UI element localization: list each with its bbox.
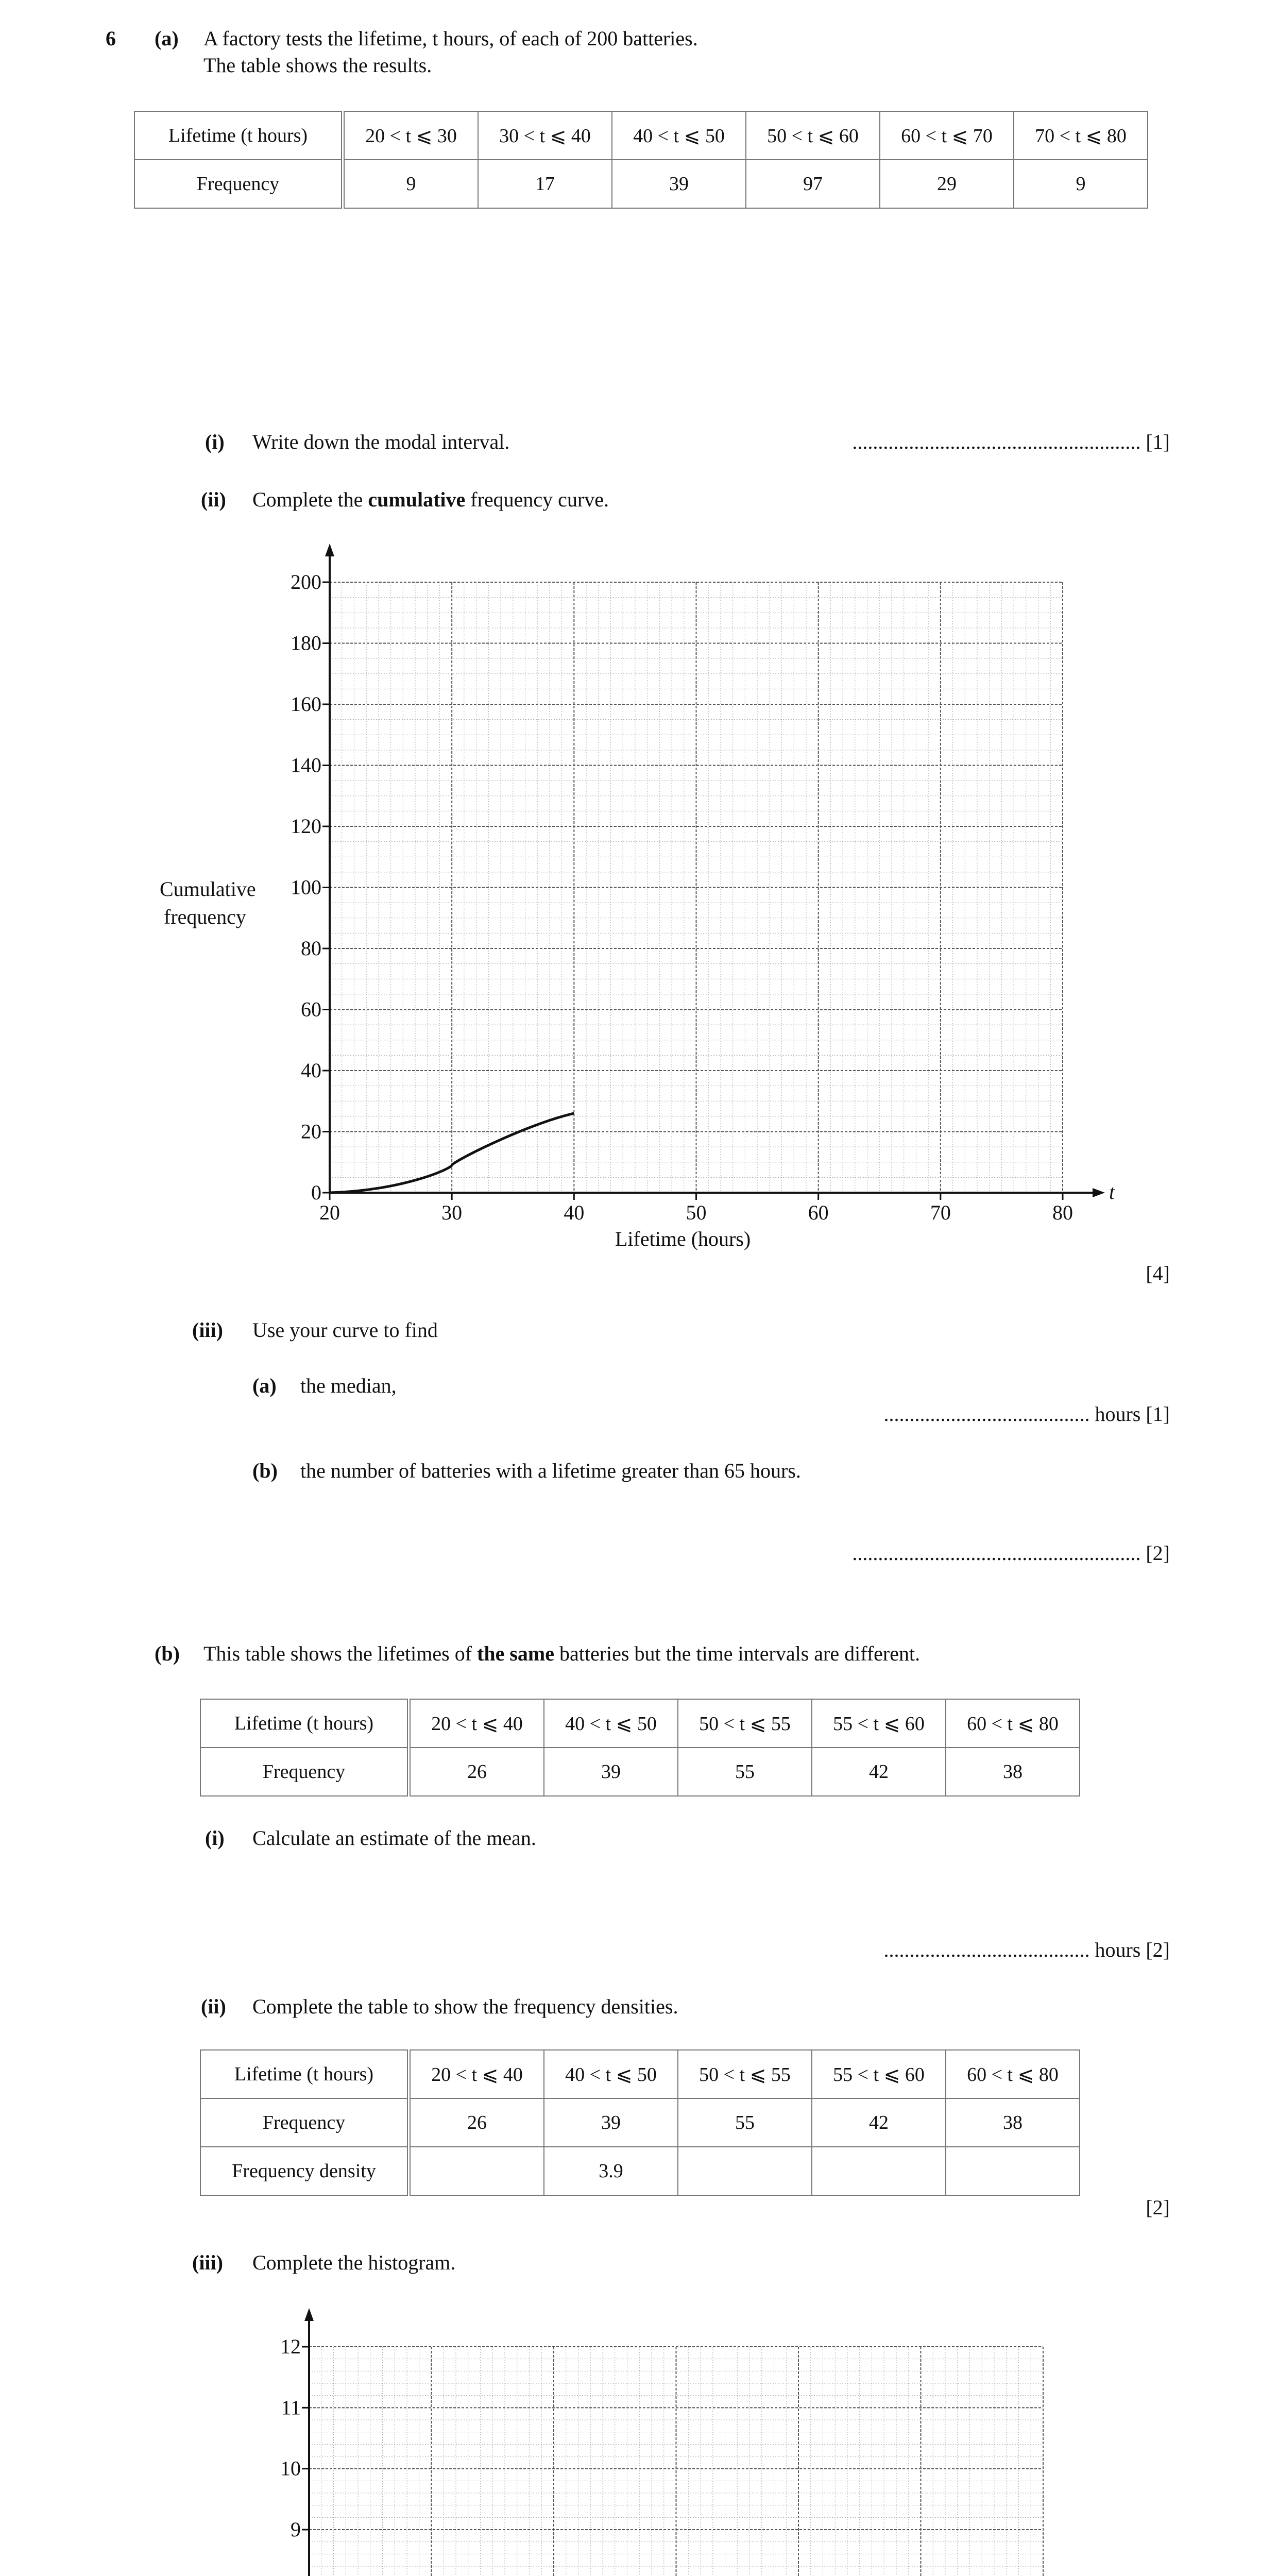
cumulative-frequency-curve xyxy=(330,1113,574,1193)
table-cell: 38 xyxy=(946,1748,1080,1796)
table-row xyxy=(200,2050,1080,2098)
x-tick-label: 80 xyxy=(1052,1201,1073,1224)
part-b-text: This table shows the lifetimes of the same batteries but the time intervals are different. xyxy=(203,1642,921,1665)
x-tick-label: 70 xyxy=(930,1201,951,1224)
table-cell: 55 < t ⩽ 60 xyxy=(812,1699,946,1748)
table-row xyxy=(200,1699,1080,1748)
table-row xyxy=(134,111,1148,160)
table-header-cell: Lifetime (t hours) xyxy=(200,2050,409,2098)
table-a xyxy=(134,111,1148,209)
table-cell: 17 xyxy=(478,160,612,208)
x-axis-arrow xyxy=(1093,1188,1105,1197)
y-tick-label: 160 xyxy=(291,692,321,716)
density-input-cell[interactable] xyxy=(812,2147,946,2195)
table-cell: 26 xyxy=(409,1748,544,1796)
x-tick-label: 60 xyxy=(808,1201,829,1224)
part-b-ii-label: (ii) xyxy=(201,1995,226,2018)
table-cell: 38 xyxy=(946,2098,1080,2147)
median-answer-line[interactable]: ........................................ hours [1] xyxy=(883,1402,1170,1426)
y-tick-label: 120 xyxy=(291,815,321,838)
table-cell: 20 < t ⩽ 40 xyxy=(409,1699,544,1748)
question-number: 6 xyxy=(106,27,116,50)
table-cell: 40 < t ⩽ 50 xyxy=(612,111,746,160)
part-a-iii-b-label: (b) xyxy=(252,1459,278,1482)
table-header-cell: Frequency xyxy=(200,1748,409,1796)
y-axis-arrow xyxy=(325,544,334,556)
table-c xyxy=(200,2049,1080,2196)
table-cell: 70 < t ⩽ 80 xyxy=(1014,111,1148,160)
y-tick-label: 12 xyxy=(280,2335,301,2358)
table-cell: 39 xyxy=(544,2098,678,2147)
modal-interval-answer-line[interactable]: ........................................................ [1] xyxy=(852,430,1170,453)
table-b xyxy=(200,1699,1080,1797)
y-tick-label: 100 xyxy=(291,875,321,899)
table-cell: 50 < t ⩽ 60 xyxy=(746,111,880,160)
y-axis-arrow xyxy=(304,2308,314,2321)
table-cell: 9 xyxy=(343,160,479,208)
density-input-cell[interactable] xyxy=(678,2147,812,2195)
table-row xyxy=(200,2098,1080,2147)
table-header-cell: Lifetime (t hours) xyxy=(134,111,343,160)
part-a-i-text: Write down the modal interval. xyxy=(252,430,510,453)
table-cell: 60 < t ⩽ 80 xyxy=(946,2050,1080,2098)
density-input-cell[interactable] xyxy=(946,2147,1080,2195)
part-a-iii-text: Use your curve to find xyxy=(252,1318,438,1342)
grid xyxy=(309,2347,1043,2576)
table-cell: 29 xyxy=(880,160,1014,208)
table-cell: 50 < t ⩽ 55 xyxy=(678,1699,812,1748)
part-b-i-text: Calculate an estimate of the mean. xyxy=(252,1826,536,1850)
cf-y-axis-label-line1: Cumulative xyxy=(160,877,256,901)
x-tick-label: 20 xyxy=(319,1201,340,1224)
part-a-ii-label: (ii) xyxy=(201,488,226,511)
part-a-ii-text: Complete the cumulative frequency curve. xyxy=(252,488,609,511)
intro-line-1: A factory tests the lifetime, t hours, of each of 200 batteries. xyxy=(203,27,698,50)
table-header-cell: Frequency xyxy=(134,160,343,208)
intro-line-2: The table shows the results. xyxy=(203,54,432,77)
x-tick-label: 30 xyxy=(441,1201,463,1224)
table-cell: 42 xyxy=(812,2098,946,2147)
table-cell: 55 xyxy=(678,2098,812,2147)
part-b-iii-text: Complete the histogram. xyxy=(252,2251,456,2274)
table-cell: 50 < t ⩽ 55 xyxy=(678,2050,812,2098)
part-a-iii-label: (iii) xyxy=(192,1318,223,1342)
density-input-cell[interactable] xyxy=(409,2147,544,2195)
table-cell: 40 < t ⩽ 50 xyxy=(544,2050,678,2098)
batteries-answer-line[interactable]: ........................................................ [2] xyxy=(852,1541,1170,1565)
table-cell: 55 < t ⩽ 60 xyxy=(812,2050,946,2098)
part-a-iii-a-text: the median, xyxy=(300,1374,397,1397)
table-cell: 97 xyxy=(746,160,880,208)
marks-b-ii: [2] xyxy=(1146,2196,1170,2219)
y-tick-label: 0 xyxy=(311,1181,321,1204)
mean-answer-line[interactable]: ........................................ hours [2] xyxy=(883,1938,1170,1961)
x-tick-label: 50 xyxy=(686,1201,707,1224)
table-header-cell: Lifetime (t hours) xyxy=(200,1699,409,1748)
table-row xyxy=(200,1748,1080,1796)
part-b-iii-label: (iii) xyxy=(192,2251,223,2274)
table-header-cell: Frequency density xyxy=(200,2147,409,2195)
table-cell: 9 xyxy=(1014,160,1148,208)
table-cell: 39 xyxy=(612,160,746,208)
marks-a-ii: [4] xyxy=(1146,1262,1170,1285)
table-cell: 40 < t ⩽ 50 xyxy=(544,1699,678,1748)
table-cell: 26 xyxy=(409,2098,544,2147)
y-tick-label: 9 xyxy=(291,2518,301,2541)
table-cell: 60 < t ⩽ 70 xyxy=(880,111,1014,160)
table-row xyxy=(200,2147,1080,2195)
table-cell: 55 xyxy=(678,1748,812,1796)
part-a-label: (a) xyxy=(155,27,179,50)
part-a-i-label: (i) xyxy=(205,430,225,453)
y-tick-label: 20 xyxy=(301,1120,321,1143)
y-tick-label: 10 xyxy=(280,2456,301,2480)
part-b-ii-text: Complete the table to show the frequency densities. xyxy=(252,1995,678,2018)
cf-x-axis-label: Lifetime (hours) xyxy=(615,1227,751,1250)
y-tick-label: 60 xyxy=(301,997,321,1021)
table-cell: 39 xyxy=(544,1748,678,1796)
cf-y-axis-label-line2: frequency xyxy=(164,905,246,928)
table-cell: 20 < t ⩽ 30 xyxy=(343,111,479,160)
grid xyxy=(330,582,1063,1193)
table-cell: 3.9 xyxy=(544,2147,678,2195)
y-tick-label: 180 xyxy=(291,631,321,655)
table-row xyxy=(134,160,1148,208)
part-a-iii-b-text: the number of batteries with a lifetime greater than 65 hours. xyxy=(300,1459,801,1482)
table-cell: 20 < t ⩽ 40 xyxy=(409,2050,544,2098)
x-tick-label: 40 xyxy=(564,1201,585,1224)
table-cell: 30 < t ⩽ 40 xyxy=(478,111,612,160)
y-tick-label: 200 xyxy=(291,570,321,594)
table-cell: 60 < t ⩽ 80 xyxy=(946,1699,1080,1748)
part-b-label: (b) xyxy=(155,1642,180,1665)
y-tick-label: 140 xyxy=(291,753,321,777)
part-a-iii-a-label: (a) xyxy=(252,1374,277,1397)
y-tick-label: 40 xyxy=(301,1059,321,1082)
table-header-cell: Frequency xyxy=(200,2098,409,2147)
y-tick-label: 11 xyxy=(281,2396,301,2419)
part-b-i-label: (i) xyxy=(205,1826,225,1850)
x-axis-variable: t xyxy=(1109,1180,1115,1204)
y-tick-label: 80 xyxy=(301,937,321,960)
table-cell: 42 xyxy=(812,1748,946,1796)
